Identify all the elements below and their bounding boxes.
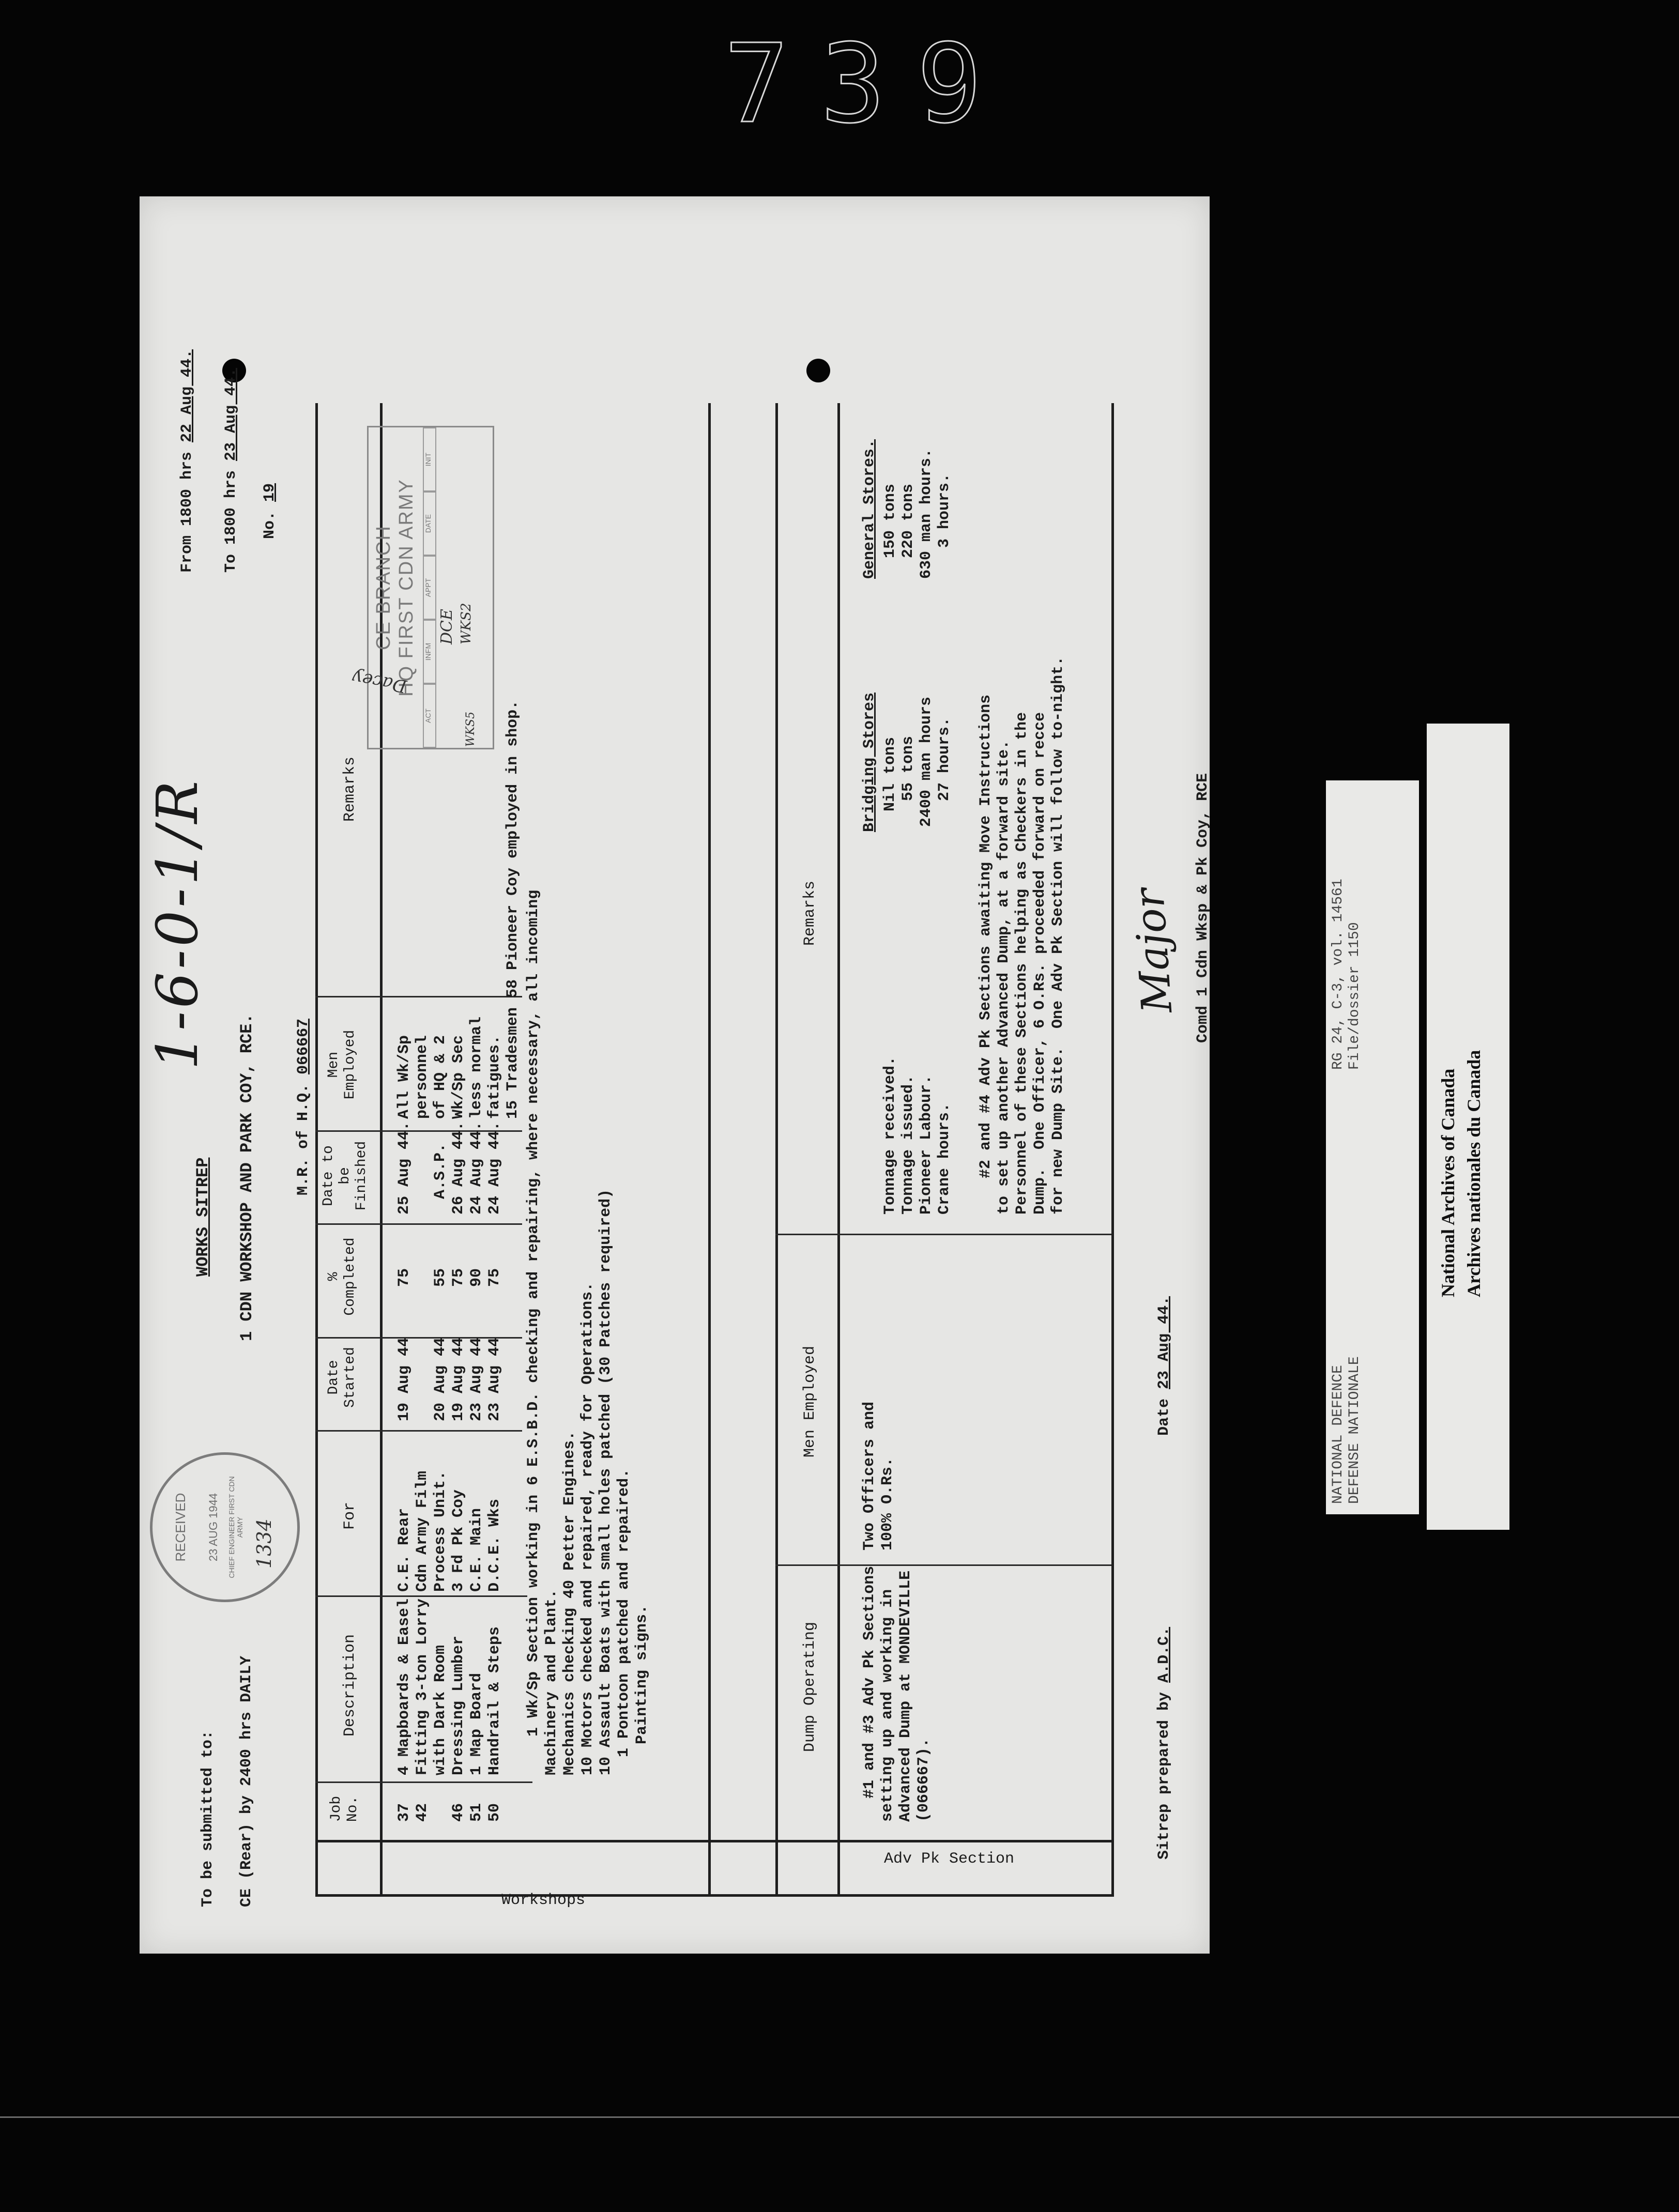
col-rule	[315, 1595, 527, 1597]
job-description: 1 Map Board	[468, 1672, 485, 1775]
punch-hole	[806, 359, 830, 382]
adv-men-line: Two Officers and	[861, 1401, 878, 1550]
stamp-title-line1: CE BRANCH	[373, 525, 394, 650]
archive-line: File/dossier 1150	[1347, 922, 1363, 1070]
dump-line: #1 and #3 Adv Pk Sections	[861, 1565, 878, 1799]
workshops-bottom-rule	[708, 403, 711, 1897]
job-description: Dressing Lumber	[450, 1635, 467, 1775]
col-header-adv-remarks: Remarks	[801, 880, 819, 946]
job-started: 23 Aug 44	[468, 1337, 485, 1421]
adv-col-rule	[775, 1234, 1111, 1235]
archive-label-card-left	[1326, 780, 1419, 1514]
bridging-value: 27 hours.	[936, 717, 953, 801]
remark-row-label: Tonnage issued.	[899, 1074, 917, 1215]
table-top-rule	[315, 403, 318, 1897]
comd-line	[1176, 773, 1230, 1080]
received-stamp-title: RECEIVED	[173, 1493, 188, 1562]
general-value: 3 hours.	[936, 473, 953, 548]
prepared-by-label: Sitrep prepared by	[1155, 1692, 1173, 1860]
adv-bottom-rule	[1111, 403, 1114, 1897]
general-value: 150 tons	[881, 483, 899, 558]
ce-branch-stamp	[350, 426, 494, 749]
stamp-col-infm: INFM	[423, 620, 436, 684]
col-header-date-finished: Date to be Finished	[320, 1141, 370, 1211]
general-value: 630 man hours.	[918, 448, 935, 579]
archive-line: NATIONAL DEFENCE	[1330, 1365, 1346, 1504]
col-rule	[315, 1430, 522, 1432]
job-no: 37	[395, 1803, 413, 1822]
comd-value: 1 Cdn Wksp & Pk Coy, RCE	[1194, 773, 1212, 996]
narrative-line: 10 Motors checked and repaired, ready for Operations.	[579, 1282, 597, 1775]
men-employed-line: fatigues.	[486, 1035, 503, 1119]
col-header-date-started: Date Started	[326, 1347, 359, 1408]
dump-line: Advanced Dump at MONDEVILLE	[897, 1570, 914, 1822]
page-title: WORKS SITREP	[193, 1157, 212, 1277]
col-header-description: Description	[341, 1634, 359, 1737]
prepared-by	[1137, 1627, 1191, 1897]
job-for: D.C.E. Wks	[486, 1498, 503, 1592]
side-label-rule	[315, 1840, 1114, 1842]
bridging-value: Nil tons	[881, 736, 899, 811]
general-stores-header: General Stores.	[861, 439, 878, 579]
file-reference-handwritten: 1-6-0-1/R	[144, 777, 210, 1070]
narrative-line: Painting signs.	[633, 1604, 651, 1744]
received-stamp-number: 1334	[253, 1518, 276, 1569]
sitrep-number	[243, 483, 297, 576]
sitrep-date	[1137, 1296, 1191, 1473]
adv-header-rule-top	[775, 403, 778, 1897]
job-no: 51	[468, 1803, 485, 1822]
job-finish: 24 Aug 44.	[486, 1121, 503, 1215]
to-prefix: To 1800 hrs	[222, 470, 240, 573]
from-value: 22 Aug 44.	[178, 349, 196, 442]
job-started: 20 Aug 44	[432, 1337, 449, 1421]
remark-row-label: Tonnage received.	[881, 1056, 899, 1215]
job-no: 46	[450, 1803, 467, 1822]
col-rule	[315, 996, 522, 997]
job-finish: 26 Aug 44.	[450, 1121, 467, 1215]
adv-narrative-line: #2 and #4 Adv Pk Sections awaiting Move Instructions	[977, 694, 995, 1178]
archive-line: Archives nationales du Canada	[1463, 1050, 1484, 1297]
bridging-value: 55 tons	[899, 735, 917, 801]
frame-number: 739	[724, 21, 1013, 147]
narrative-line: 1 Pontoon patched and repaired.	[615, 1468, 633, 1757]
mr-value: 066667	[294, 1018, 312, 1074]
bridging-value: 2400 man hours	[918, 696, 935, 827]
adv-narrative-line: to set up another Advanced Dump, at a forward site.	[995, 740, 1013, 1215]
men-employed-line: of HQ & 2	[432, 1035, 449, 1119]
dump-line: (066667).	[915, 1738, 933, 1822]
no-prefix: No.	[261, 511, 279, 539]
men-employed-line: personnel	[414, 1035, 431, 1119]
job-started: 19 Aug 44	[450, 1337, 467, 1421]
col-header-for: For	[341, 1501, 359, 1530]
workshops-side-label: Workshops	[501, 1892, 586, 1909]
narrative-line: Mechanics checking 40 Petter Engines.	[561, 1431, 578, 1775]
narrative-line: Machinery and Plant.	[543, 1589, 560, 1775]
stamp-mark: WKS2	[459, 603, 474, 644]
job-pct: 55	[432, 1268, 449, 1287]
received-stamp	[150, 1452, 300, 1602]
men-employed-line: less normal	[468, 1016, 485, 1119]
men-employed-line: All Wk/Sp	[395, 1035, 413, 1119]
job-for: C.E. Rear	[395, 1508, 413, 1592]
general-value: 220 tons	[899, 483, 917, 558]
adv-narrative-line: Dump. One Officer, 6 O.Rs. proceeded forward on recce	[1031, 712, 1049, 1215]
job-pct: 75	[450, 1268, 467, 1287]
job-no: 50	[486, 1803, 503, 1822]
dump-line: setting up and working in	[879, 1589, 896, 1822]
col-header-men-employed: Men Employed	[326, 1030, 359, 1100]
document-sheet-frame	[140, 196, 1210, 1954]
job-finish: 24 Aug 44.	[468, 1121, 485, 1215]
mr-prefix: M.R. of H.Q.	[294, 1083, 312, 1195]
to-value: 23 Aug 44.	[222, 367, 240, 461]
from-prefix: From 1800 hrs	[178, 451, 196, 573]
archive-line: RG 24, C-3, vol. 14561	[1330, 879, 1346, 1070]
unit-name: 1 CDN WORKSHOP AND PARK COY, RCE.	[237, 1013, 256, 1341]
submit-line: CE (Rear) by 2400 hrs DAILY	[238, 1655, 255, 1907]
date-value: 23 Aug 44.	[1155, 1296, 1173, 1389]
job-description: with Dark Room	[432, 1645, 449, 1775]
comd-label: Comd	[1194, 1005, 1212, 1043]
adv-narrative-line: Personnel of these Sections helping as Checkers in the	[1013, 712, 1031, 1215]
col-rule	[315, 1223, 522, 1225]
job-for: Process Unit.	[432, 1470, 449, 1592]
date-label: Date	[1155, 1398, 1173, 1436]
adv-men-line: 100% O.Rs.	[879, 1457, 896, 1550]
job-pct: 90	[468, 1268, 485, 1287]
remark-row-label: Crane hours.	[936, 1102, 953, 1215]
table-left-rule	[315, 1894, 1114, 1897]
archive-line: National Archives of Canada	[1438, 1068, 1458, 1297]
col-header-adv-men: Men Employed	[801, 1345, 819, 1457]
job-description: Handrail & Steps	[486, 1626, 503, 1775]
col-rule	[315, 1781, 532, 1783]
job-finish: A.S.P.	[432, 1143, 449, 1199]
no-value: 19	[261, 483, 279, 502]
archive-label-card-right	[1427, 724, 1509, 1530]
job-description: 4 Mapboards & Easel	[395, 1598, 413, 1775]
film-edge-line	[0, 2116, 1679, 2118]
job-finish: 25 Aug 44.	[395, 1121, 413, 1215]
stamp-title-line2: HQ FIRST CDN ARMY	[395, 479, 417, 697]
job-for: Cdn Army Film	[414, 1470, 431, 1592]
prepared-by-value: A.D.C.	[1155, 1626, 1173, 1683]
col-header-dump-operating: Dump Operating	[801, 1621, 819, 1752]
stamp-mark: WKS5	[464, 711, 477, 747]
col-header-remarks: Remarks	[341, 756, 359, 822]
archive-line: DEFENSE NATIONALE	[1347, 1356, 1363, 1504]
stamp-col-date: DATE	[423, 491, 436, 556]
adv-narrative-line: for new Dump Site. One Adv Pk Section will follow to-night.	[1049, 656, 1067, 1215]
stamp-col-init: INIT	[423, 427, 436, 491]
adv-pk-side-label: Adv Pk Section	[884, 1850, 1015, 1868]
narrative-line: 10 Assault Boats with small holes patched (30 Patches required)	[597, 1189, 615, 1775]
commander-signature: Major	[1124, 887, 1182, 1015]
received-stamp-date: 23 AUG 1944	[207, 1493, 220, 1562]
stamp-col-act: ACT	[423, 684, 436, 748]
job-for: 3 Fd Pk Coy	[450, 1489, 467, 1592]
job-pct: 75	[395, 1268, 413, 1287]
bridging-stores-header: Bridging Stores	[861, 692, 878, 832]
received-stamp-inner: CHIEF ENGINEER FIRST CDN ARMY	[227, 1476, 245, 1578]
adv-col-rule	[775, 1564, 1111, 1566]
job-for: C.E. Main	[468, 1508, 485, 1592]
submit-to-label: To be submitted to:	[199, 1730, 217, 1907]
job-started: 23 Aug 44	[486, 1337, 503, 1421]
job-no: 42	[414, 1803, 431, 1822]
stamp-mark: Dacey	[350, 667, 408, 697]
adv-header-rule	[837, 403, 840, 1897]
job-description: Fitting 3-ton Lorry	[414, 1598, 431, 1775]
stamp-mark: DCE	[438, 609, 456, 644]
job-pct: 75	[486, 1268, 503, 1287]
col-header-pct-completed: % Completed	[326, 1237, 359, 1316]
col-header-job: Job No.	[328, 1795, 361, 1822]
stamp-col-appt: APPT	[423, 556, 436, 620]
narrative-line: 1 Wk/Sp Section working in 6 E.S.B.D. checking and repairing, where necessary, all incoming	[525, 889, 542, 1737]
remark-row-label: Pioneer Labour.	[918, 1074, 935, 1215]
works-sitrep-sheet	[140, 196, 1210, 1954]
men-employed-line: Wk/Sp Sec	[450, 1035, 467, 1119]
job-started: 19 Aug 44	[395, 1337, 413, 1421]
tradesmen-note: 15 Tradesmen 58 Pioneer Coy employed in shop.	[504, 700, 522, 1119]
